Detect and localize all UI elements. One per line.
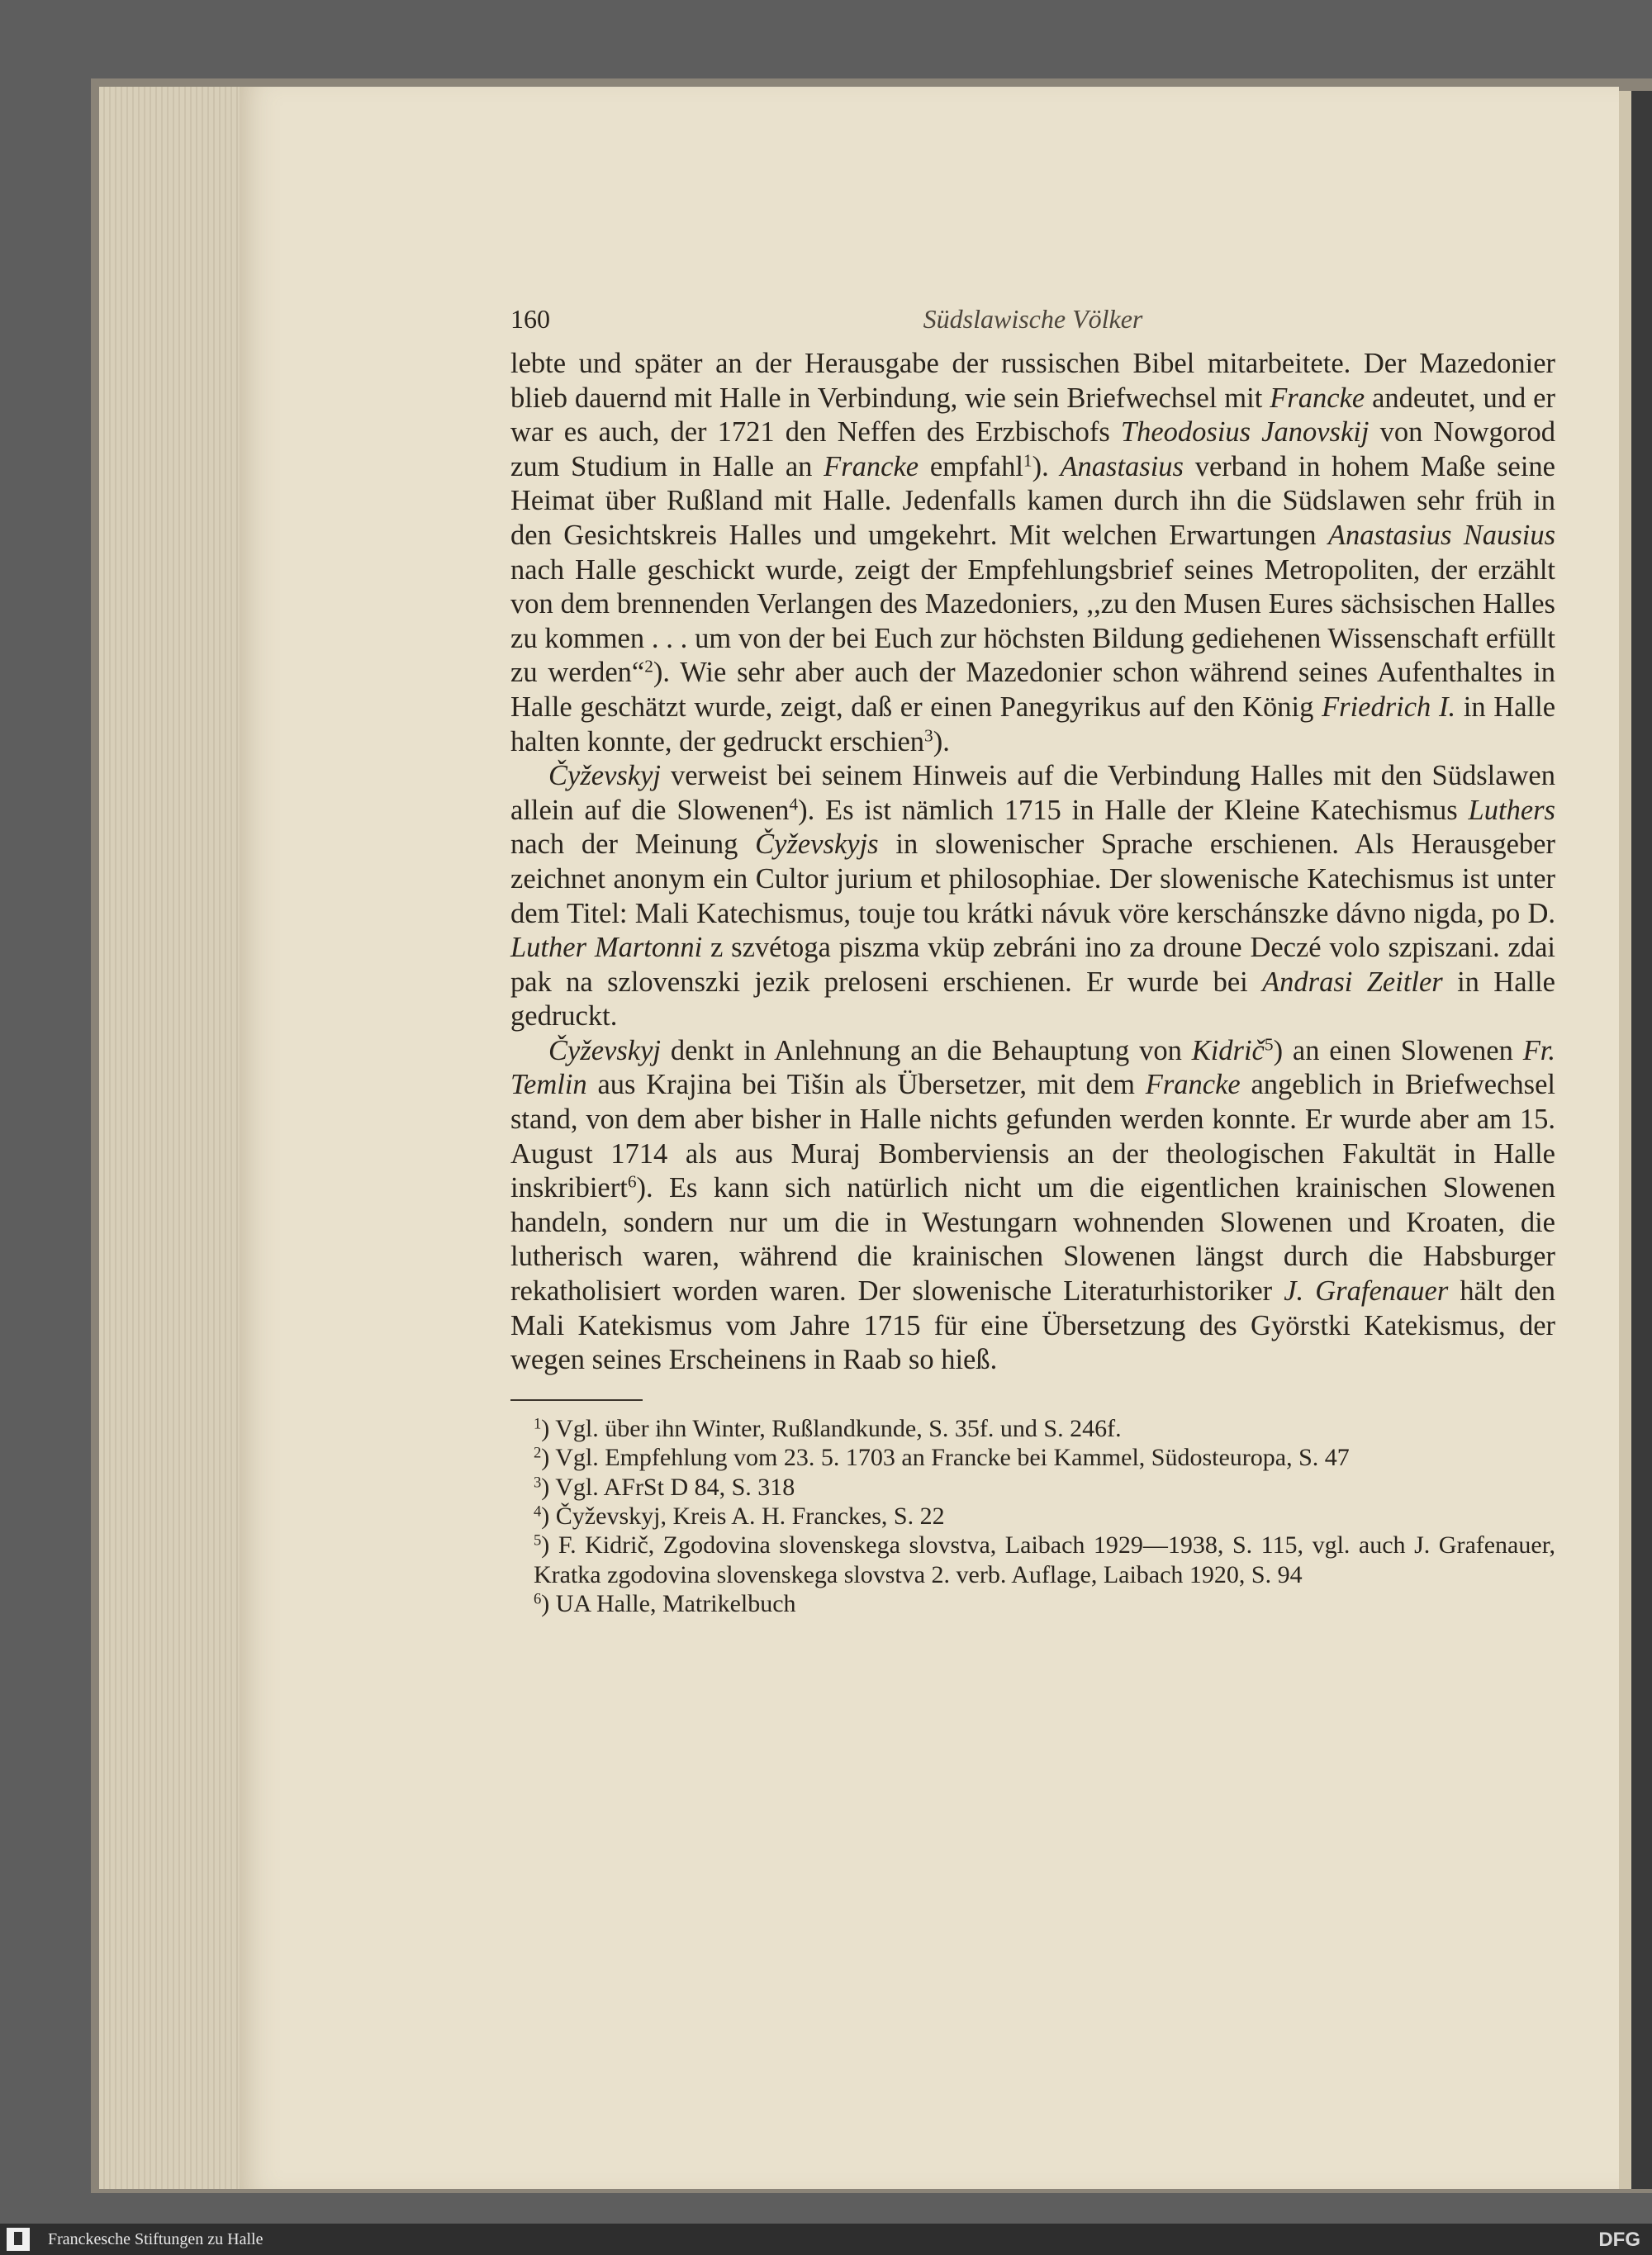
text-run: hält den Mali Katekismus vom Jahre 1715 für eine Übersetzung des Györstki Katekismus, der wegen seines Erscheinens in Raab so hieß.: [510, 1275, 1555, 1376]
footnote: $^3$) Vgl. AFrSt D 84, S. 318: [534, 1473, 795, 1501]
italic-name: Kidrič: [1191, 1034, 1265, 1066]
paragraph-2: [510, 759, 1555, 1034]
italic-name: Čyževskyjs: [755, 828, 879, 861]
text-run: nach Halle geschickt wurde, zeigt der Empfehlungsbrief seines Metropoliten, der erzählt von dem brennenden Verlangen des Mazedoniers, ,,zu den Musen Eures sächsischen Halles zu kommen . . . um von der bei Euch zur höchsten Bildung gediehenen Wissenschaft erfüllt zu werden“: [510, 553, 1555, 689]
italic-name: Anastasius Nausius: [1327, 519, 1555, 551]
footnote-ref: 5: [1264, 1034, 1274, 1055]
italic-name: Čyževskyj: [548, 1034, 662, 1066]
italic-name: Francke: [1145, 1069, 1241, 1101]
italic-name: Čyževskyj: [548, 760, 662, 792]
footnote: $^1$) Vgl. über ihn Winter, Rußlandkunde, S. 35f. und S. 246f.: [534, 1414, 1122, 1442]
footnote-ref: 2: [644, 656, 653, 676]
italic-name: Luthers: [1468, 794, 1555, 826]
text-column: [510, 297, 1555, 1619]
text-run: ). Es ist nämlich 1715 in Halle der Kleine Katechismus: [798, 794, 1469, 826]
footnote-ref: 6: [627, 1171, 637, 1192]
page-edges: [99, 87, 244, 2189]
book-shadow-right: [1631, 91, 1652, 2189]
footnote-text: Vgl. AFrSt D 84, S. 318: [555, 1473, 795, 1501]
dfg-logo: DFG: [1598, 2229, 1640, 2251]
footnote-number: 2: [534, 1444, 542, 1462]
footnote-text: Vgl. Empfehlung vom 23. 5. 1703 an Francke bei Kammel, Südosteuropa, S. 47: [555, 1444, 1350, 1472]
text-run: ). Es kann sich natürlich nicht um die eigentlichen krainischen Slowenen handeln, sondern nur um die in Westungarn wohnenden Slowenen und Kroaten, die lutherisch waren, während die krainischen Slowenen längst durch die Habsburger rekatholisiert worden waren. Der slowenische Literaturhistoriker: [510, 1172, 1555, 1308]
text-run: lebte und später an der Herausgabe der russischen Bibel mitarbeitete. Der Mazedonier blieb dauernd mit Halle in Verbindung, wie sein Briefwechsel mit: [510, 348, 1555, 414]
italic-name: Andrasi Zeitler: [1262, 966, 1443, 998]
institution-name: Franckesche Stiftungen zu Halle: [48, 2230, 263, 2248]
italic-name: Francke: [824, 450, 919, 482]
text-run: nach der Meinung: [510, 828, 756, 861]
text-run: denkt in Anlehnung an die Behauptung von: [661, 1034, 1192, 1066]
institution-logo-icon: [7, 2228, 30, 2251]
footnote: $^5$) F. Kidrič, Zgodovina slovenskega slovstva, Laibach 1929—1938, S. 115, vgl. auch J. Grafenauer, Kratka zgodovina slovenskega slovstva 2. verb. Auflage, Laibach 1920, S. 94: [534, 1531, 1555, 1588]
paragraph-3: [510, 1034, 1555, 1378]
italic-name: Friedrich I.: [1322, 691, 1456, 723]
footnote: $^2$) Vgl. Empfehlung vom 23. 5. 1703 an Francke bei Kammel, Südosteuropa, S. 47: [534, 1444, 1350, 1472]
footnote-text: UA Halle, Matrikelbuch: [555, 1590, 796, 1618]
footnote: $^4$) Čyževskyj, Kreis A. H. Franckes, S. 22: [534, 1503, 945, 1531]
text-run: in Halle gedruckt.: [510, 966, 1555, 1033]
text-run: angeblich in Briefwechsel stand, von dem aber bisher in Halle nichts gefunden werden konnte. Er wurde aber am 15. August 1714 als aus Muraj Bomberviensis an der theologischen Fakultät in Halle inskribiert: [510, 1069, 1555, 1204]
text-run: verband in hohem Maße seine Heimat über Rußland mit Halle. Jedenfalls kamen durch ihn die Südslawen sehr früh in den Gesichtskreis Halles und umgekehrt. Mit welchen Erwartungen: [510, 450, 1555, 551]
footnote-number: 1: [534, 1415, 542, 1433]
page-header: [510, 297, 1555, 347]
footnote-number: 4: [534, 1503, 542, 1521]
text-run: aus Krajina bei Tišin als Übersetzer, mit dem: [586, 1069, 1146, 1101]
italic-name: Luther Martonni: [510, 932, 703, 964]
text-run: ) an einen Slowenen: [1273, 1034, 1523, 1066]
page-number: 160: [510, 304, 550, 334]
footnote: $^6$) UA Halle, Matrikelbuch: [534, 1590, 796, 1618]
text-run: ).: [1032, 450, 1061, 482]
text-run: in Halle halten konnte, der gedruckt erschien: [510, 691, 1556, 757]
footnote-ref: 4: [789, 793, 799, 814]
italic-name: J. Grafenauer: [1284, 1275, 1449, 1308]
footnotes: [510, 1414, 1555, 1619]
text-run: in slowenischer Sprache erschienen. Als Herausgeber zeichnet anonym ein Cultor jurium et philosophiae. Der slowenische Katechismus ist unter dem Titel: Mali Katechismus, touje tou krátki návuk vöre kerschánszke dávno nigda, po D.: [510, 828, 1555, 929]
text-run: ). Wie sehr aber auch der Mazedonier schon während seines Aufenthaltes in Halle geschätzt wurde, zeigt, daß er einen Panegyrikus auf den König: [510, 657, 1555, 723]
footnote-text: F. Kidrič, Zgodovina slovenskega slovstva, Laibach 1929—1938, S. 115, vgl. auch J. Grafenauer, Kratka zgodovina slovenskega slovstva 2. verb. Auflage, Laibach 1920, S. 94: [534, 1531, 1555, 1588]
footnote-number: 3: [534, 1474, 542, 1492]
paragraph-1: [510, 347, 1555, 759]
text-run: verweist bei seinem Hinweis auf die Verbindung Halles mit den Südslawen allein auf die Slowenen: [510, 760, 1555, 826]
text-run: z szvétoga piszma vküp zebráni ino za droune Deczé volo szpiszani. zdai pak na szlovenszki jezik preloseni erschienen. Er wurde bei: [510, 932, 1555, 998]
italic-name: Fr. Temlin: [510, 1034, 1556, 1101]
italic-name: Anastasius: [1060, 450, 1184, 482]
text-run: von Nowgorod zum Studium in Halle an: [510, 416, 1555, 482]
text-run: empfahl: [919, 450, 1023, 482]
text-run: ).: [933, 725, 950, 757]
italic-name: Francke: [1270, 382, 1365, 414]
footnote-ref: 3: [924, 724, 933, 745]
footnote-text: Čyževskyj, Kreis A. H. Franckes, S. 22: [555, 1503, 945, 1531]
italic-name: Theodosius Janovskij: [1120, 416, 1370, 449]
footnote-rule: [510, 1399, 643, 1401]
running-head: Südslawische Völker: [923, 304, 1143, 334]
text-run: andeutet, und er war es auch, der 1721 den Neffen des Erzbischofs: [510, 382, 1555, 449]
footnote-ref: 1: [1023, 450, 1032, 471]
footnote-number: 5: [534, 1532, 542, 1550]
footnote-number: 6: [534, 1590, 542, 1608]
footnote-text: Vgl. über ihn Winter, Rußlandkunde, S. 35f. und S. 246f.: [555, 1414, 1122, 1442]
viewer-footer: [0, 2224, 1652, 2255]
